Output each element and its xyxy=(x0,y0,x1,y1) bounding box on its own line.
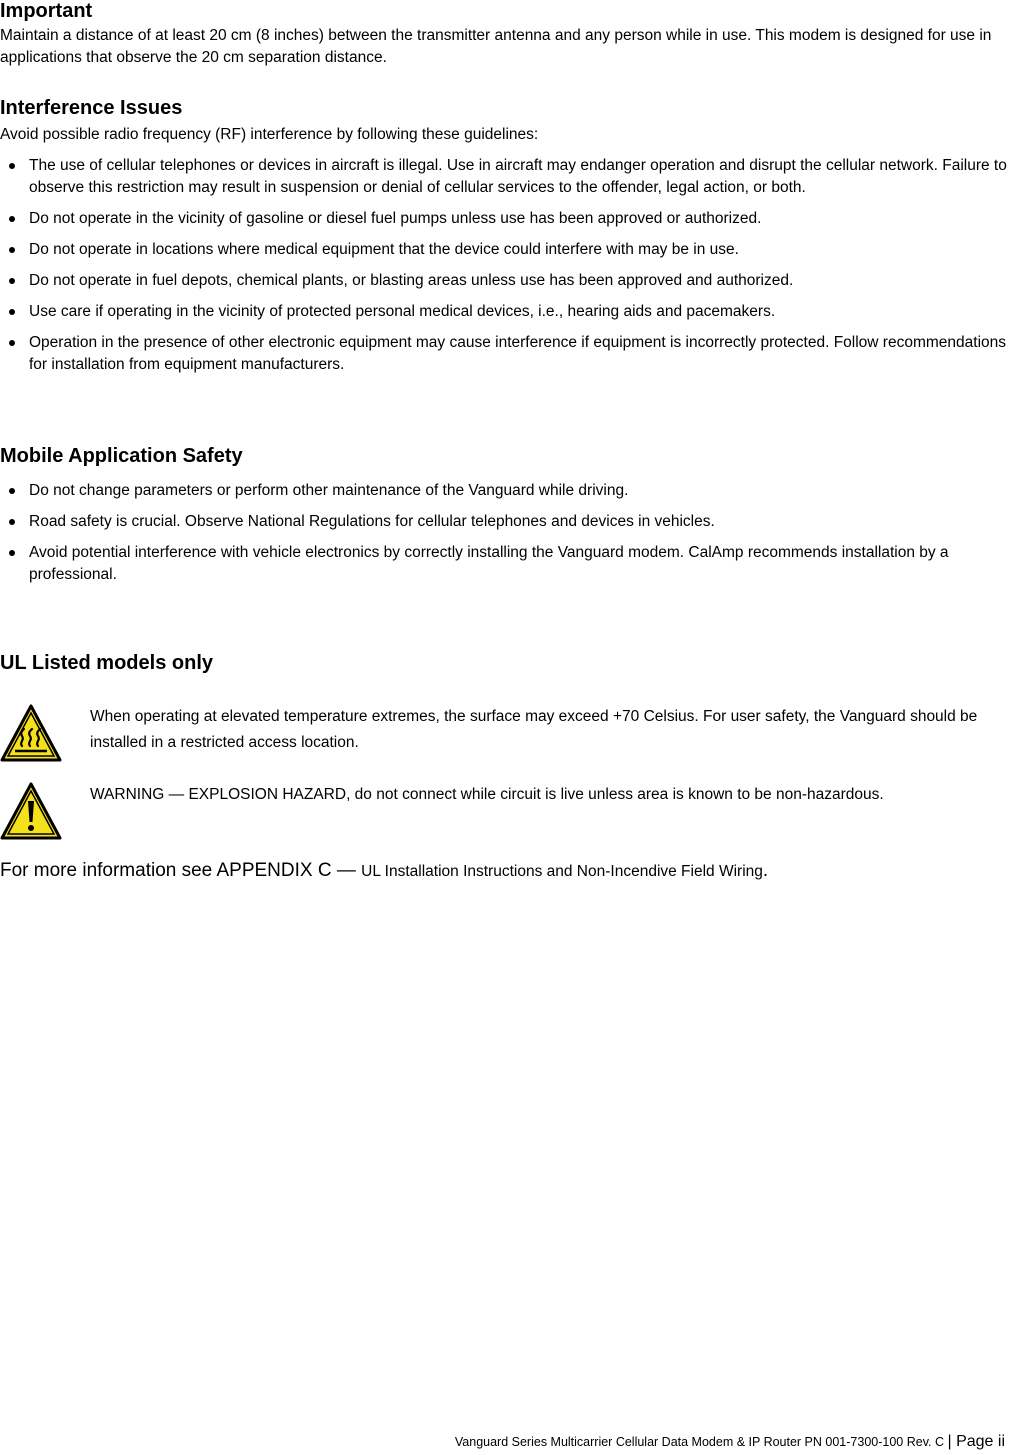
list-item: The use of cellular telephones or devices in aircraft is illegal. Use in aircraft may endanger operation and disrupt the cellular network. Failure to observe this restriction may result in suspension or denial of cellular services to the offender, legal action, or both. xyxy=(0,155,1008,199)
list-item: Do not operate in fuel depots, chemical plants, or blasting areas unless use has been approved and authorized. xyxy=(0,270,1008,292)
list-item: Road safety is crucial. Observe National Regulations for cellular telephones and devices in vehicles. xyxy=(0,511,1008,533)
page-footer xyxy=(455,1433,1005,1451)
mobile-safety-list xyxy=(0,480,1008,595)
list-item: Do not operate in locations where medical equipment that the device could interfere with may be in use. xyxy=(0,239,1008,261)
interference-list xyxy=(0,155,1008,385)
more-information-period: . xyxy=(762,860,769,881)
interference-heading: Interference Issues xyxy=(0,97,183,119)
more-information-prefix: For more information see APPENDIX C — xyxy=(0,860,362,881)
hot-surface-warning xyxy=(0,704,1008,764)
important-text: Maintain a distance of at least 20 cm (8 inches) between the transmitter antenna and any person while in use. This modem is designed for use in applications that observe the 20 cm separation distance. xyxy=(0,27,992,66)
exclamation-warning-icon xyxy=(0,782,62,840)
list-item: Operation in the presence of other electronic equipment may cause interference if equipment is incorrectly protected. Follow recommendations for installation from equipment manufacturers. xyxy=(0,332,1008,376)
hot-surface-icon xyxy=(0,704,62,762)
more-information-reference: UL Installation Instructions and Non-Incendive Field Wiring xyxy=(361,863,763,880)
footer-separator: | xyxy=(947,1433,952,1450)
list-item: Use care if operating in the vicinity of protected personal medical devices, i.e., hearing aids and pacemakers. xyxy=(0,301,1008,323)
list-item: Do not operate in the vicinity of gasoline or diesel fuel pumps unless use has been approved or authorized. xyxy=(0,208,1008,230)
footer-page-number: Page ii xyxy=(951,1433,1005,1450)
interference-intro: Avoid possible radio frequency (RF) interference by following these guidelines: xyxy=(0,126,539,143)
footer-document-title: Vanguard Series Multicarrier Cellular Data Modem & IP Router PN 001-7300-100 Rev. C xyxy=(454,1435,948,1449)
hot-surface-warning-text: When operating at elevated temperature extremes, the surface may exceed +70 Celsius. For user safety, the Vanguard should be installed in a restricted access location. xyxy=(90,708,978,751)
ul-heading: UL Listed models only xyxy=(0,652,213,674)
list-item: Do not change parameters or perform other maintenance of the Vanguard while driving. xyxy=(0,480,1008,502)
mobile-safety-heading: Mobile Application Safety xyxy=(0,445,243,467)
more-information xyxy=(0,858,1008,885)
list-item: Avoid potential interference with vehicle electronics by correctly installing the Vanguard modem. CalAmp recommends installation by a professional. xyxy=(0,542,1008,586)
explosion-hazard-warning xyxy=(0,782,1008,842)
explosion-hazard-warning-text: WARNING — EXPLOSION HAZARD, do not connect while circuit is live unless area is known to be non-hazardous. xyxy=(90,786,884,803)
important-heading: Important xyxy=(0,0,93,22)
